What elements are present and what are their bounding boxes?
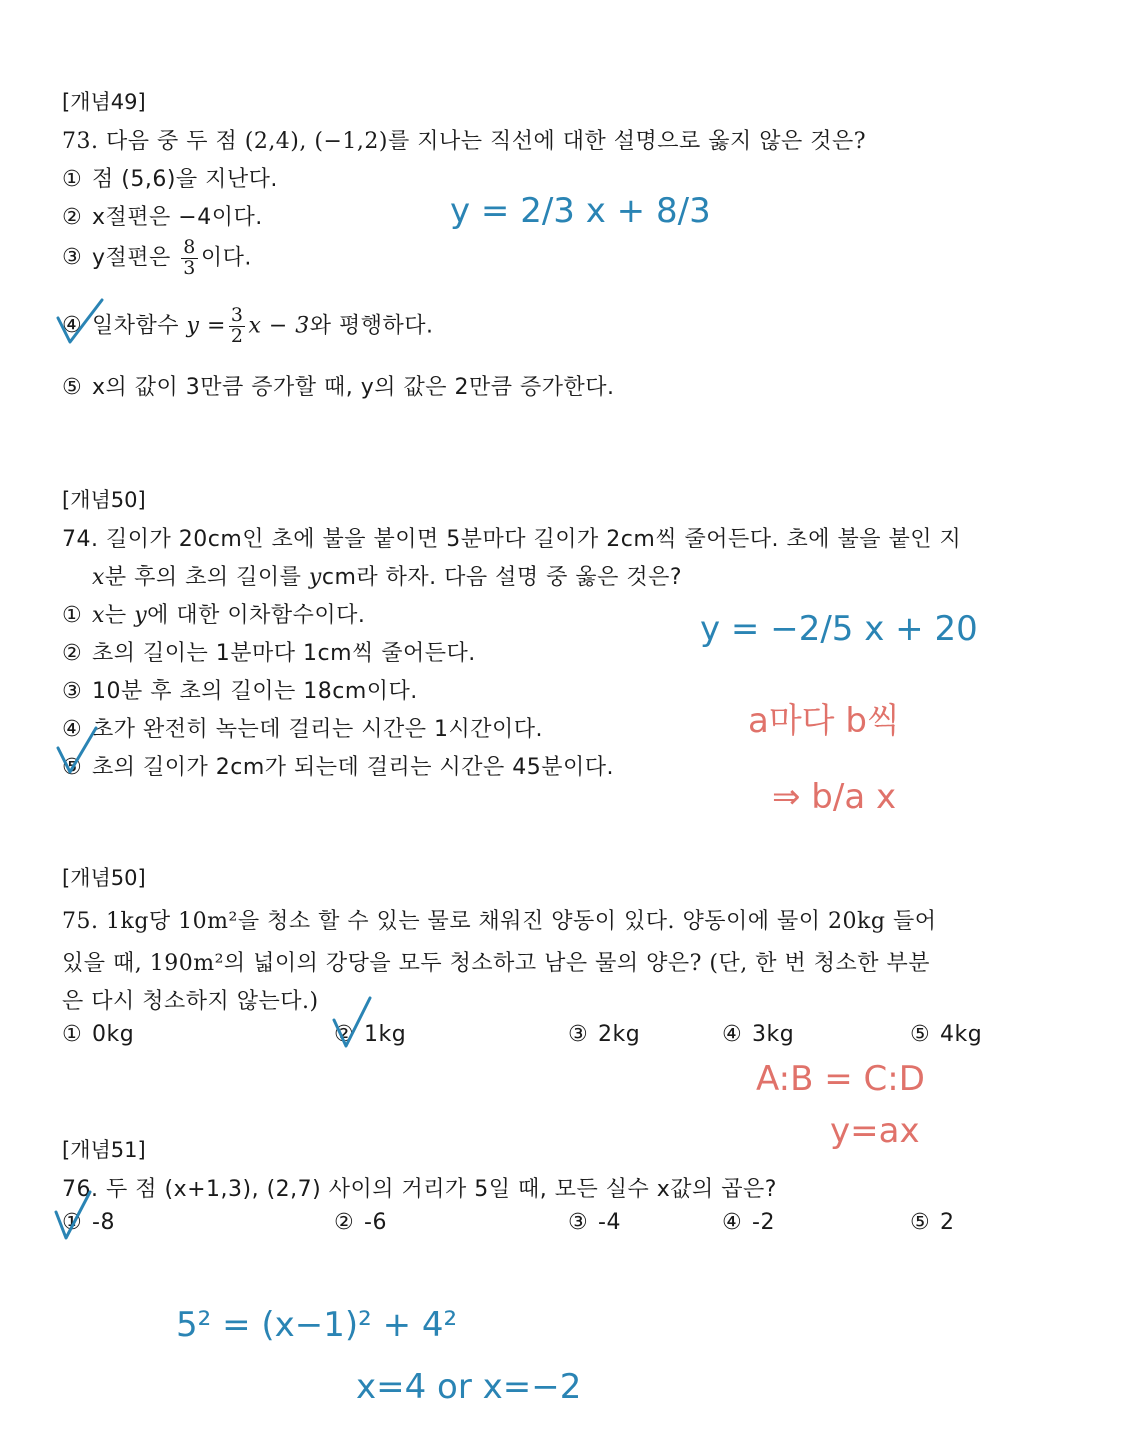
checkmark-icon: [58, 300, 102, 342]
q74-choice-4[interactable]: ④ 초가 완전히 녹는데 걸리는 시간은 1시간이다.: [62, 717, 543, 742]
q76-choice-2[interactable]: ② -6: [334, 1210, 387, 1235]
q76-handwritten-equation: 5² = (x−1)² + 4²: [176, 1305, 458, 1345]
q75-choice-5[interactable]: ⑤ 4kg: [910, 1022, 983, 1047]
q76-choice-4[interactable]: ④ -2: [722, 1210, 775, 1235]
question-number: 76.: [62, 1177, 99, 1202]
question-75-line3: 은 다시 청소하지 않는다.): [62, 989, 319, 1014]
question-stem: 길이가 20cm인 초에 불을 붙이면 5분마다 길이가 2cm씩 줄어든다. 초에 불을 붙인 지: [106, 527, 962, 552]
concept-tag-51: [개념51]: [62, 1138, 146, 1162]
q74-handwritten-rule: a마다 b씩: [748, 701, 900, 741]
question-number: 74.: [62, 527, 99, 552]
question-stem: 1kg당 10m²을 청소 할 수 있는 물로 채워진 양동이 있다. 양동이에 물이 20kg 들어: [106, 909, 937, 934]
q73-choice-5[interactable]: ⑤ x의 값이 3만큼 증가할 때, y의 값은 2만큼 증가한다.: [62, 375, 615, 400]
question-stem: 두 점 (x+1,3), (2,7) 사이의 거리가 5일 때, 모든 실수 x값의 곱은?: [106, 1177, 777, 1202]
q74-handwritten-result: ⇒ b/a x: [772, 777, 897, 817]
question-stem: 다음 중 두 점 (2,4), (−1,2)를 지나는 직선에 대한 설명으로 옳지 않은 것은?: [106, 129, 866, 154]
q74-choice-5[interactable]: ⑤ 초의 길이가 2cm가 되는데 걸리는 시간은 45분이다.: [62, 755, 615, 780]
q75-choice-2[interactable]: ② 1kg: [334, 1022, 407, 1047]
q73-handwritten-note: y = 2/3 x + 8/3: [450, 191, 711, 231]
question-75-line2: 있을 때, 190m²의 넓이의 강당을 모두 청소하고 남은 물의 양은? (단, 한 번 청소한 부분: [62, 951, 931, 976]
concept-tag-49: [개념49]: [62, 90, 146, 114]
question-number: 73.: [62, 129, 99, 154]
q73-choice-1[interactable]: ① 점 (5,6)을 지난다.: [62, 167, 278, 192]
checkmark-icon: [58, 728, 96, 772]
q76-choice-1[interactable]: ① -8: [62, 1210, 115, 1235]
q75-choice-4[interactable]: ④ 3kg: [722, 1022, 795, 1047]
q73-choice-4[interactable]: ④ 일차함수 y = $\frac{3}{2}$ x − 3와 평행하다.: [62, 304, 434, 347]
fraction: $\frac{8}{3}$: [183, 236, 196, 279]
concept-tag-50: [개념50]: [62, 488, 146, 512]
q76-choice-5[interactable]: ⑤ 2: [910, 1210, 955, 1235]
concept-tag-50b: [개념50]: [62, 866, 146, 890]
q76-choice-3[interactable]: ③ -4: [568, 1210, 621, 1235]
q74-choice-2[interactable]: ② 초의 길이는 1분마다 1cm씩 줄어든다.: [62, 641, 476, 666]
q76-handwritten-solutions: x=4 or x=−2: [356, 1367, 582, 1407]
q73-choice-2[interactable]: ② x절편은 −4이다.: [62, 205, 263, 230]
question-74-line2: x분 후의 초의 길이를 ycm라 하자. 다음 설명 중 옳은 것은?: [92, 565, 683, 590]
checkmark-icon: [334, 998, 370, 1046]
q73-choice-3[interactable]: ③ y절편은 $\frac{8}{3}$ 이다.: [62, 236, 252, 279]
q75-handwritten-linear: y=ax: [830, 1111, 920, 1151]
q75-handwritten-ratio: A:B = C:D: [756, 1059, 925, 1099]
q75-choice-1[interactable]: ① 0kg: [62, 1022, 135, 1047]
q75-choice-3[interactable]: ③ 2kg: [568, 1022, 641, 1047]
checkmark-icon: [56, 1192, 90, 1238]
q74-handwritten-equation: y = −2/5 x + 20: [700, 609, 978, 649]
fraction: $\frac{3}{2}$: [230, 304, 244, 347]
q74-choice-3[interactable]: ③ 10분 후 초의 길이는 18cm이다.: [62, 679, 418, 704]
question-number: 75.: [62, 909, 99, 934]
q74-choice-1[interactable]: ① x는 y에 대한 이차함수이다.: [62, 603, 366, 628]
